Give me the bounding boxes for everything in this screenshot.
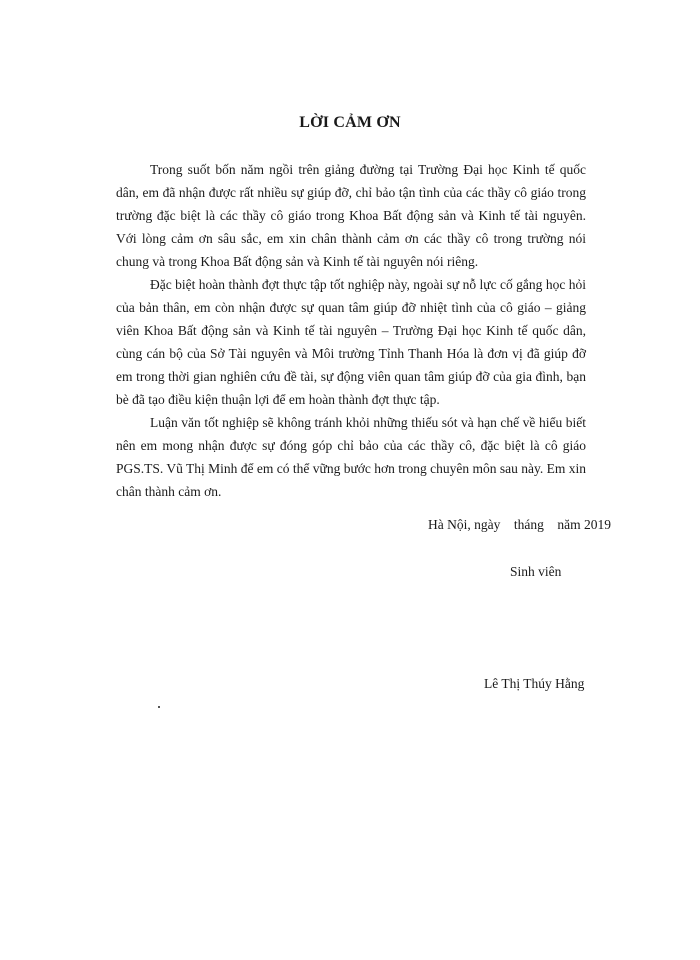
- paragraph-1: Trong suốt bốn năm ngồi trên giảng đường tại Trường Đại học Kinh tế quốc dân, em đã nhận được rất nhiều sự giúp đỡ, chỉ bảo tận tình của các thầy cô giáo trong trường đặc biệt là các thầy cô giáo trong Khoa Bất động sản và Kinh tế tài nguyên. Với lòng cảm ơn sâu sắc, em xin chân thành cảm ơn các thầy cô trong trường nói chung và trong Khoa Bất động sản và Kinh tế tài nguyên nói riêng.: [116, 162, 586, 269]
- signer-name: Lê Thị Thúy Hằng: [484, 676, 585, 691]
- signer-role: Sinh viên: [510, 564, 562, 579]
- paragraph-2: Đặc biệt hoàn thành đợt thực tập tốt nghiệp này, ngoài sự nỗ lực cố gắng học hỏi của bản thân, em còn nhận được sự quan tâm giúp đỡ nhiệt tình của cô giáo – giảng viên Khoa Bất động sản và Kinh tế tài nguyên – Trường Đại học Kinh tế quốc dân, cùng cán bộ của Sở Tài nguyên và Môi trường Tỉnh Thanh Hóa là đơn vị đã giúp đỡ em trong thời gian nghiên cứu đề tài, sự động viên quan tâm giúp đỡ của gia đình, bạn bè đã tạo điều kiện thuận lợi để em hoàn thành đợt thực tập.: [116, 277, 586, 407]
- page-title: LỜI CẢM ƠN: [299, 114, 401, 131]
- stray-mark: [158, 706, 160, 708]
- place-date: Hà Nội, ngày tháng năm 2019: [428, 517, 611, 532]
- acknowledgement-body: [116, 158, 586, 503]
- paragraph-3: Luận văn tốt nghiệp sẽ không tránh khỏi những thiếu sót và hạn chế về hiểu biết nên em mong nhận được sự đóng góp chỉ bảo của các thầy cô, đặc biệt là cô giáo PGS.TS. Vũ Thị Minh để em có thể vững bước hơn trong chuyên môn sau này. Em xin chân thành cảm ơn.: [116, 415, 586, 499]
